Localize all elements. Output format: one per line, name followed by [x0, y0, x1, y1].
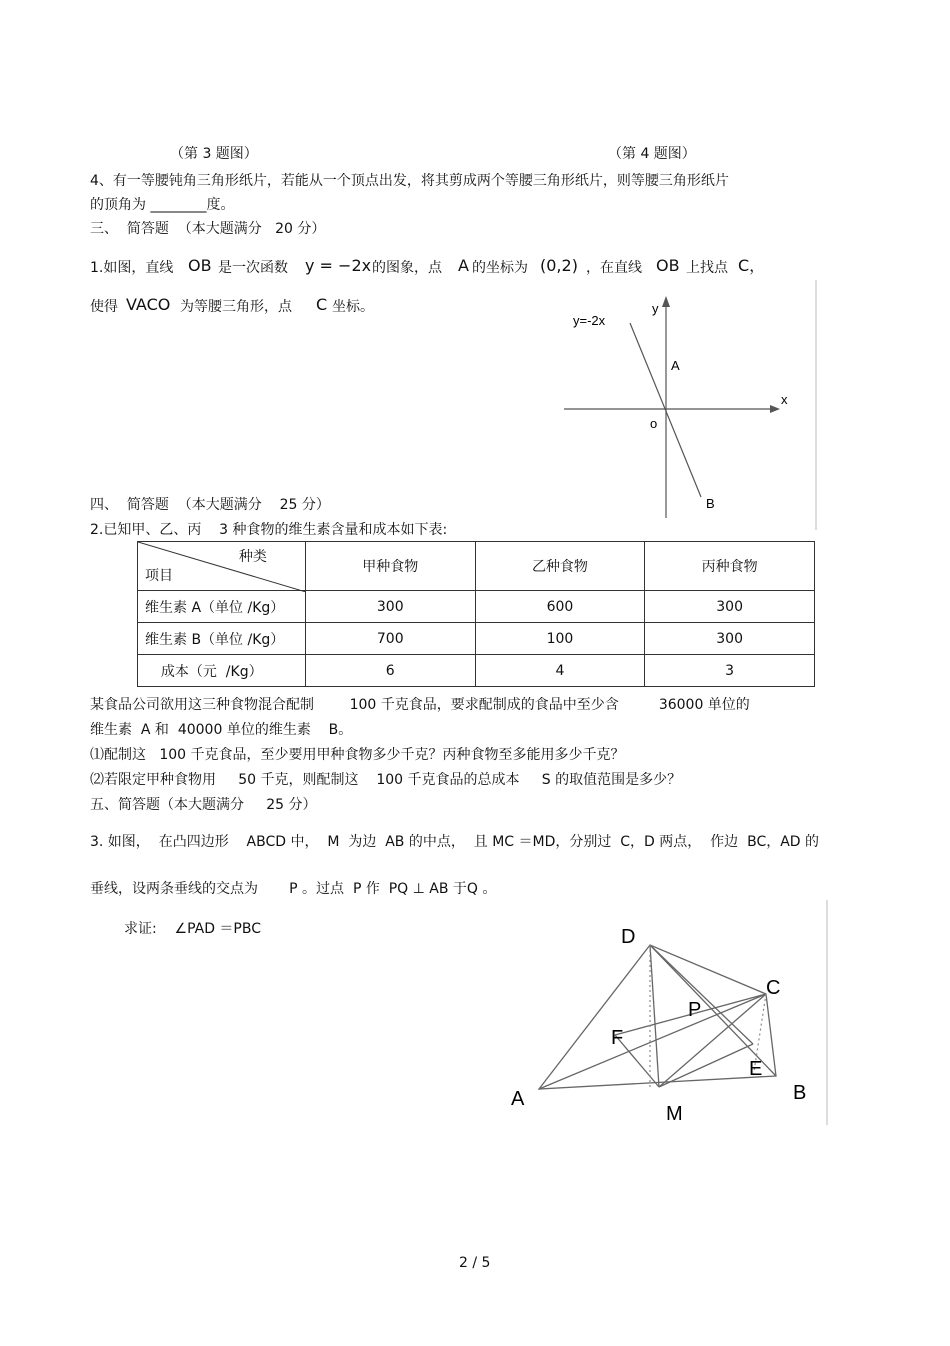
table-header-cell: 丙种食物 [645, 542, 815, 591]
label-b: B [793, 1082, 807, 1104]
q4-line2: 的顶角为 ________度。 [90, 197, 235, 213]
q1-text-4: 的坐标为 [472, 260, 528, 276]
q3-line1: 3. 如图， 在凸四边形 ABCD 中， M 为边 AB 的中点， 且 MC ＝MD，分别过 C，D 两点， 作边 BC，AD 的 [90, 834, 820, 850]
section-3-heading: 三、 简答题 （本大题满分 20 分） [90, 221, 326, 237]
y-axis-label: y [652, 301, 659, 316]
segment-me [659, 1044, 753, 1087]
point-b-label: B [706, 496, 715, 511]
table-row-label: 维生素 B（单位 /Kg） [138, 623, 306, 655]
q1-point-c: C， [738, 256, 766, 275]
table-cell: 700 [305, 623, 475, 655]
segment-ac [539, 994, 766, 1089]
q2-sub-2: ⑵若限定甲种食物用 50 千克，则配制这 100 千克食品的总成本 S 的取值范围是多少？ [90, 772, 682, 788]
q1-line2-text-2: 为等腰三角形，点 [180, 299, 292, 315]
table-cell: 300 [645, 623, 815, 655]
point-a-label: A [671, 358, 680, 373]
q2-sub-1: ⑴配制这 100 千克食品，至少要用甲种食物多少千克？丙种食物至多能用多少千克？ [90, 747, 625, 763]
q1-line2-text-1: 使得 [90, 299, 118, 315]
linear-function-graph [560, 280, 820, 530]
q1-coordinate: (0,2) [540, 256, 578, 275]
q1-ob: OB [188, 256, 212, 275]
segment-de [650, 945, 753, 1044]
q4-line1: 4、有一等腰钝角三角形纸片，若能从一个顶点出发，将其剪成两个等腰三角形纸片，则等腰三角形纸片 [90, 173, 729, 189]
x-axis-label: x [781, 392, 788, 407]
label-c: C [766, 977, 781, 999]
function-label: y=-2x [573, 313, 606, 328]
table-header-row [138, 542, 815, 591]
q1-triangle-aco: VACO [126, 295, 171, 314]
table-cell: 300 [305, 591, 475, 623]
q1-text-5: ，在直线 [586, 260, 642, 276]
q1-text-1: 1.如图，直线 [90, 260, 174, 276]
page-number: 2 / 5 [459, 1255, 491, 1271]
corner-top-label: 种类 [238, 549, 267, 565]
table-row [138, 623, 815, 655]
q1-point-a: A [458, 256, 469, 275]
table-row [138, 655, 815, 687]
table-row [138, 591, 815, 623]
label-f: F [611, 1027, 624, 1049]
corner-bottom-label: 项目 [145, 568, 173, 584]
table-corner-cell [138, 542, 306, 591]
label-d: D [621, 926, 636, 948]
table-cell: 4 [475, 655, 645, 687]
label-e: E [749, 1058, 763, 1080]
q1-text-2: 是一次函数 [218, 260, 288, 276]
q1-ob-2: OB [656, 256, 680, 275]
section-4-heading: 四、 简答题 （本大题满分 25 分） [90, 497, 330, 513]
table-header-cell: 甲种食物 [305, 542, 475, 591]
q1-text-6: 上找点 [686, 260, 728, 276]
y-axis-arrow-icon [662, 296, 670, 307]
segment-md [650, 945, 659, 1087]
section-5-heading: 五、简答题（本大题满分 25 分） [90, 797, 317, 813]
q3-prove: 求证: ∠PAD ＝PBC [124, 921, 261, 937]
table-row-label: 维生素 A（单位 /Kg） [138, 591, 306, 623]
x-axis-arrow-icon [770, 405, 780, 413]
origin-label: o [650, 416, 658, 431]
q1-text-3: 的图象，点 [372, 260, 442, 276]
q1-line2-text-3: 坐标。 [332, 299, 374, 315]
vitamin-table [137, 541, 815, 687]
figure-3-caption: （第 3 题图） [170, 146, 258, 162]
table-cell: 600 [475, 591, 645, 623]
quadrilateral-figure [500, 900, 830, 1130]
label-m: M [666, 1103, 683, 1125]
figure-4-caption: （第 4 题图） [608, 146, 696, 162]
q1-equation: y = −2x [305, 256, 372, 275]
label-p: P [688, 999, 702, 1021]
table-cell: 100 [475, 623, 645, 655]
q2-intro: 2.已知甲、乙、丙 3 种食物的维生素含量和成本如下表: [90, 522, 448, 538]
q2-text-2: 维生素 A 和 40000 单位的维生素 B。 [90, 722, 353, 738]
q3-line2: 垂线，设两条垂线的交点为 P 。过点 P 作 PQ ⊥ AB 于Q 。 [90, 881, 497, 897]
q2-text-1: 某食品公司欲用这三种食物混合配制 100 千克食品，要求配制成的食品中至少含 36000 单位的 [90, 697, 750, 713]
table-cell: 3 [645, 655, 815, 687]
table-cell: 300 [645, 591, 815, 623]
label-a: A [511, 1088, 525, 1110]
table-row-label: 成本（元 /Kg） [138, 655, 306, 687]
table-cell: 6 [305, 655, 475, 687]
q1-point-c-2: C [316, 295, 328, 314]
table-header-cell: 乙种食物 [475, 542, 645, 591]
segment-db [650, 945, 776, 1076]
